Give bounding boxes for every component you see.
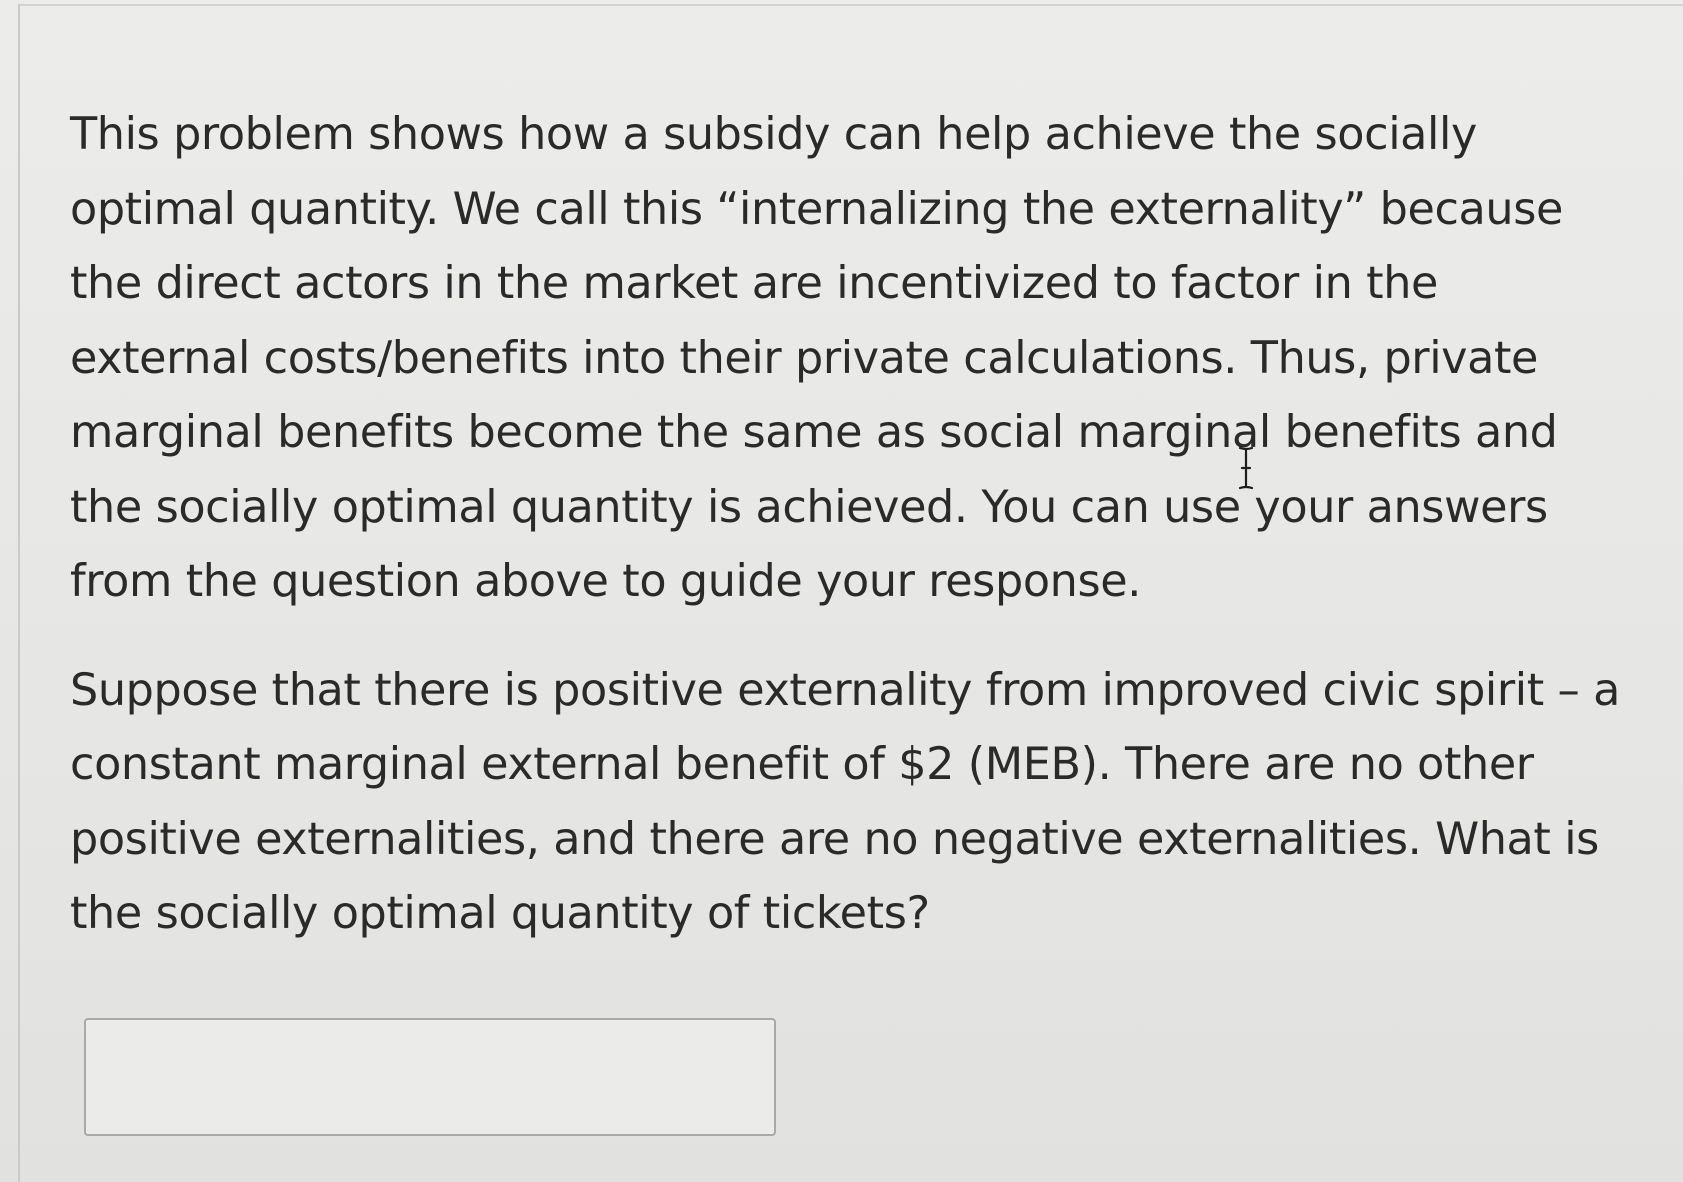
question-text: [70, 98, 1630, 952]
answer-input[interactable]: [84, 1018, 776, 1136]
question-paragraph-intro: This problem shows how a subsidy can help achieve the socially optimal quantity. We call this “internalizing the externality” because the direct actors in the market are incentivized to factor in the external costs/benefits into their private calculations. Thus, private marginal benefits become the same as social marginal benefits and the socially optimal quantity is achieved. You can use your answers from the question above to guide your response.: [70, 109, 1563, 607]
question-paragraph-prompt: Suppose that there is positive externality from improved civic spirit – a constant marginal external benefit of $2 (MEB). There are no other positive externalities, and there are no negative externalities. What is the socially optimal quantity of tickets?: [70, 664, 1621, 939]
i-beam-cursor-icon: [1236, 446, 1256, 490]
